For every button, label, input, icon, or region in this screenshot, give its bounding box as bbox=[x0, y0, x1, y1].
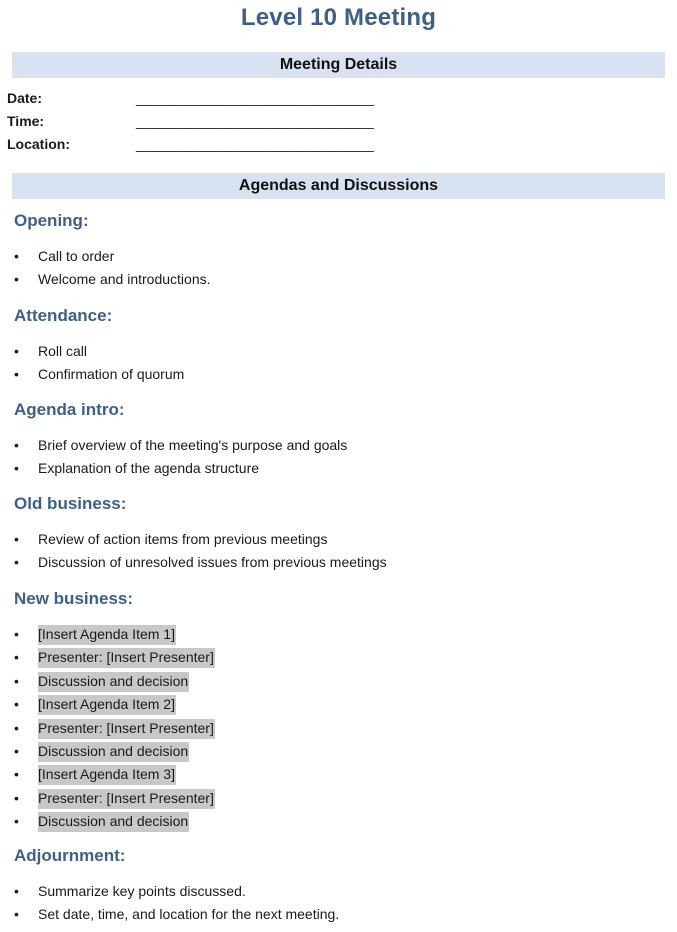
section-old-business bbox=[14, 492, 654, 571]
list-item bbox=[14, 787, 215, 810]
section-attendance bbox=[14, 304, 654, 383]
list-item bbox=[14, 763, 215, 786]
time-blank-line[interactable]: _________________________________ bbox=[136, 113, 374, 129]
placeholder-text[interactable]: Presenter: [Insert Presenter] bbox=[38, 719, 215, 739]
bullet-list bbox=[14, 623, 215, 834]
section-heading: Opening: bbox=[14, 211, 89, 230]
meeting-details-heading: Meeting Details bbox=[12, 52, 665, 78]
date-label: Date: bbox=[7, 90, 43, 106]
list-item bbox=[14, 457, 347, 480]
placeholder-text[interactable]: Discussion and decision bbox=[38, 672, 189, 692]
bullet-icon: • bbox=[14, 649, 19, 666]
bullet-icon: • bbox=[14, 883, 19, 899]
list-item bbox=[14, 528, 387, 551]
bullet-icon: • bbox=[14, 437, 19, 453]
bullet-icon: • bbox=[14, 554, 19, 571]
section-heading: New business: bbox=[14, 589, 134, 608]
section-opening bbox=[14, 209, 654, 288]
list-item bbox=[14, 363, 184, 386]
section-agenda-intro bbox=[14, 398, 654, 477]
list-item-text: Brief overview of the meeting's purpose and goals bbox=[38, 437, 348, 453]
bullet-icon: • bbox=[14, 742, 19, 759]
list-item bbox=[14, 717, 215, 740]
placeholder-text[interactable]: Presenter: [Insert Presenter] bbox=[38, 648, 215, 668]
bullet-icon: • bbox=[14, 813, 19, 830]
list-item-text: Welcome and introductions. bbox=[38, 271, 211, 288]
list-item bbox=[14, 434, 347, 457]
section-heading: Adjournment: bbox=[14, 846, 126, 865]
list-item bbox=[14, 880, 339, 903]
list-item-text: Summarize key points discussed. bbox=[38, 883, 246, 899]
list-item bbox=[14, 740, 215, 763]
bullet-icon: • bbox=[14, 366, 19, 383]
page-title: Level 10 Meeting bbox=[240, 4, 437, 31]
bullet-icon: • bbox=[14, 531, 19, 547]
section-heading: Agenda intro: bbox=[14, 400, 125, 419]
list-item bbox=[14, 623, 215, 646]
list-item bbox=[14, 903, 339, 926]
list-item bbox=[14, 551, 387, 574]
placeholder-text[interactable]: Presenter: [Insert Presenter] bbox=[38, 789, 215, 809]
list-item-text: Confirmation of quorum bbox=[38, 366, 185, 383]
list-item bbox=[14, 245, 211, 268]
bullet-list bbox=[14, 528, 387, 575]
location-blank-line[interactable]: _________________________________ bbox=[136, 136, 374, 152]
section-heading: Attendance: bbox=[14, 306, 113, 325]
time-field bbox=[7, 111, 407, 131]
placeholder-text[interactable]: [Insert Agenda Item 1] bbox=[38, 625, 176, 645]
section-adjournment bbox=[14, 844, 654, 923]
list-item-text: Roll call bbox=[38, 343, 88, 359]
list-item-text: Call to order bbox=[38, 248, 115, 264]
bullet-icon: • bbox=[14, 248, 19, 264]
bullet-icon: • bbox=[14, 271, 19, 288]
bullet-icon: • bbox=[14, 343, 19, 359]
bullet-list bbox=[14, 880, 339, 927]
list-item-text: Discussion of unresolved issues from previous meetings bbox=[38, 554, 387, 571]
placeholder-text[interactable]: [Insert Agenda Item 2] bbox=[38, 695, 176, 715]
list-item-text: Review of action items from previous meetings bbox=[38, 531, 328, 547]
agenda-discussions-heading: Agendas and Discussions bbox=[12, 173, 665, 199]
list-item bbox=[14, 340, 184, 363]
list-item bbox=[14, 670, 215, 693]
bullet-icon: • bbox=[14, 460, 19, 477]
date-blank-line[interactable]: _________________________________ bbox=[136, 90, 374, 106]
list-item bbox=[14, 693, 215, 716]
bullet-icon: • bbox=[14, 719, 19, 736]
section-new-business bbox=[14, 587, 654, 830]
section-heading: Old business: bbox=[14, 494, 127, 513]
bullet-icon: • bbox=[14, 766, 19, 783]
list-item-text: Explanation of the agenda structure bbox=[38, 460, 260, 477]
bullet-list bbox=[14, 340, 184, 387]
time-label: Time: bbox=[7, 113, 45, 129]
bullet-list bbox=[14, 245, 211, 292]
bullet-icon: • bbox=[14, 626, 19, 642]
date-field bbox=[7, 88, 407, 108]
placeholder-text[interactable]: Discussion and decision bbox=[38, 812, 189, 832]
bullet-icon: • bbox=[14, 672, 19, 689]
list-item bbox=[14, 646, 215, 669]
bullet-icon: • bbox=[14, 696, 19, 713]
placeholder-text[interactable]: Discussion and decision bbox=[38, 742, 189, 762]
placeholder-text[interactable]: [Insert Agenda Item 3] bbox=[38, 765, 176, 785]
list-item bbox=[14, 268, 211, 291]
bullet-icon: • bbox=[14, 906, 19, 923]
list-item bbox=[14, 810, 215, 833]
bullet-icon: • bbox=[14, 789, 19, 806]
location-label: Location: bbox=[7, 136, 70, 152]
location-field bbox=[7, 134, 407, 154]
bullet-list bbox=[14, 434, 347, 481]
list-item-text: Set date, time, and location for the next meeting. bbox=[38, 906, 340, 923]
